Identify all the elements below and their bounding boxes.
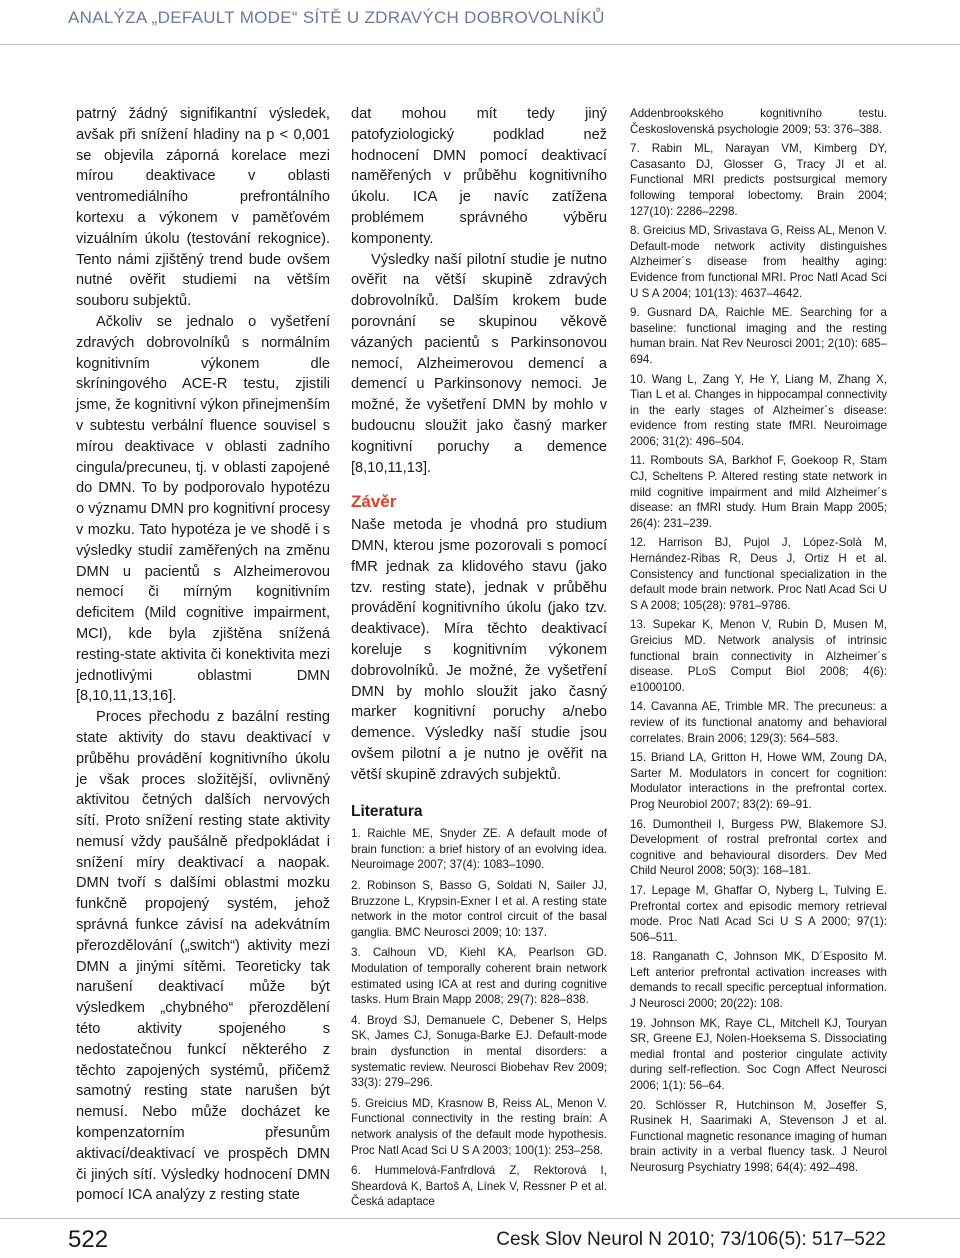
references-heading: Literatura <box>351 802 423 820</box>
paragraph: dat mohou mít tedy jiný patofyziologický podklad než hodnocení DMN pomocí deaktivací naměřených v průběhu kognitivního úkolu. ICA je navíc zatížena problémem správného výběru komponenty. <box>351 106 607 247</box>
reference-item: 6. Hummelová-Fanfrdlová Z, Rektorová I, Sheardová K, Bartoš A, Línek V, Ressner P et al. Česká adaptace <box>351 1164 607 1209</box>
paragraph: Proces přechodu z bazální resting state aktivity do stavu deaktivací v průběhu provádění kognitivního úkolu je však proces složitější, ovlivněný aktivitou četných dalších nervových sítí. Proto snížení resting state aktivity nemusí vždy paušálně předpokládat i snížení míry deaktivací a naopak. DMN tvoří s dalšími oblastmi mozku funkčně propojený systém, jehož správná funkce závisí na adekvátním přerozdělování („switch“) aktivity mezi DMN a jinými sítěmi. Teoreticky tak narušení deaktivací může být výsledkem „chybného“ přerozdělení této aktivity spojeného s nedostatečnou funkcí některého z těchto zapojených systémů, přičemž samotný resting state narušen být nemusí. Nebo může docházet ke kompenzatorním přesunům aktivací/deaktivací ve prospěch DMN či jiných sítí. Výsledky hodnocení DMN pomocí ICA analýzy z resting state <box>76 709 330 1204</box>
reference-item: 9. Gusnard DA, Raichle ME. Searching for a baseline: functional imaging and the resting human brain. Nat Rev Neurosci 2001; 2(10): 685–694. <box>630 306 887 366</box>
conclusion-heading: Závěr <box>351 492 397 512</box>
reference-item: 11. Rombouts SA, Barkhof F, Goekoop R, Stam CJ, Scheltens P. Altered resting state network in mild cognitive impairment and mild Alzheimer´s disease: an fMRI study. Hum Brain Mapp 2005; 26(4): 231–239. <box>630 454 887 530</box>
reference-item: 17. Lepage M, Ghaffar O, Nyberg L, Tulving E. Prefrontal cortex and episodic memory retrieval mode. Proc Natl Acad Sci U S A 2000; 97(1): 506–511. <box>630 883 887 944</box>
reference-item: 5. Greicius MD, Krasnow B, Reiss AL, Menon V. Functional connectivity in the resting brain: A network analysis of the default mode hypothesis. Proc Natl Acad Sci U S A 2003; 100(1): 253–258. <box>351 1096 607 1157</box>
reference-item: 10. Wang L, Zang Y, He Y, Liang M, Zhang X, Tian L et al. Changes in hippocampal connectivity in the early stages of Alzheimer´s disease: evidence from resting state fMRI. Neuroimage 2006; 31(2): 496–504. <box>630 372 887 448</box>
reference-item: 14. Cavanna AE, Trimble MR. The precuneus: a review of its functional anatomy and behavioral correlates. Brain 2006; 129(3): 564–583. <box>630 700 887 745</box>
reference-item: 16. Dumontheil I, Burgess PW, Blakemore SJ. Development of rostral prefrontal cortex and cognitive and behavioural disorders. Dev Med Child Neurol 2008; 50(3): 168–181. <box>630 817 887 878</box>
reference-continuation: Addenbrookského kognitivního testu. Československá psychologie 2009; 53: 376–388. <box>630 107 887 136</box>
reference-item: 1. Raichle ME, Snyder ZE. A default mode of brain function: a brief history of an evolving idea. Neuroimage 2007; 37(4): 1083–1090. <box>351 827 607 872</box>
reference-item: 3. Calhoun VD, Kiehl KA, Pearlson GD. Modulation of temporally coherent brain network estimated using ICA at rest and during cognitive tasks. Hum Brain Mapp 2008; 29(7): 828–838. <box>351 946 607 1007</box>
reference-item: 2. Robinson S, Basso G, Soldati N, Sailer JJ, Bruzzone L, Krypsin-Exner I et al. A resting state network in the motor control circuit of the basal ganglia. BMC Neurosci 2009; 10: 137. <box>351 879 607 939</box>
reference-item: 15. Briand LA, Gritton H, Howe WM, Zoung DA, Sarter M. Modulators in concert for cognition: Modulator interactions in the prefrontal cortex. Prog Neurobiol 2007; 83(2): 69–91. <box>630 751 887 811</box>
text-column-2 <box>351 104 607 1215</box>
reference-item: 13. Supekar K, Menon V, Rubin D, Musen M, Greicius MD. Network analysis of intrinsic functional brain connectivity in Alzheimer´s disease. PLoS Comput Biol 2008; 4(6): e1000100. <box>630 618 887 694</box>
text-column-1 <box>76 104 330 1206</box>
paragraph: patrný žádný signifikantní výsledek, avšak při snížení hladiny na p < 0,001 se objevila záporná korelace mezi mírou deaktivace v oblasti ventromediálního prefrontálního kortexu a výkonem v paměťovém vizuálním úkolu (testování rekognice). Tento námi zjištěný trend bude ovšem nutné ověřit studiemi na větším souboru subjektů. <box>76 106 330 310</box>
journal-citation: Cesk Slov Neurol N 2010; 73/106(5): 517–522 <box>496 1229 886 1250</box>
reference-item: 8. Greicius MD, Srivastava G, Reiss AL, Menon V. Default-mode network activity distinguishes Alzheimer´s disease from healthy aging: Evidence from functional MRI. Proc Natl Acad Sci U S A 2004; 101(13): 4637–4642. <box>630 224 887 300</box>
reference-item: 19. Johnson MK, Raye CL, Mitchell KJ, Touryan SR, Greene EJ, Nolen-Hoeksema S. Dissociating medial frontal and posterior cingulate activity during self-reflection. Soc Cogn Affect Neurosci 2006; 1(1): 56–64. <box>630 1016 887 1093</box>
running-head-title: ANALÝZA „DEFAULT MODE“ SÍTĚ U ZDRAVÝCH DOBROVOLNÍKŮ <box>68 8 605 27</box>
conclusion-paragraph: Naše metoda je vhodná pro studium DMN, kterou jsme pozorovali s pomocí fMR jednak za klidového stavu (jako tzv. resting state), jednak v průběhu provádění kognitivního úkolu (jako tzv. deaktivace). Míra těchto deaktivací koreluje s kognitivním výkonem dobrovolníků. Je možné, že vyšetření DMN by mohlo sloužit jako časný marker kognitivní poruchy a/nebo demence. Výsledky naší studie jsou ovšem pilotní a je nutno je ověřit na větší skupině zdravých subjektů. <box>351 517 607 783</box>
paragraph: Ačkoliv se jednalo o vyšetření zdravých dobrovolníků s normálním kognitivním výkonem dle skríningového ACE-R testu, zjistili jsme, že kognitivní výkon přinejmenším v subtestu verbální fluence souvisel s mírou deaktivace v oblasti zadního cingula/precuneu, tj. v oblasti zapojené do DMN. To by podporovalo hypotézu o významu DMN pro kognitivní procesy v mozku. Tato hypotéza je ve shodě i s výsledky studií zaměřených na změnu DMN u pacientů s Alzheimerovou nemocí či mírným kognitivním deficitem (Mild cognitive impairment, MCI), kde byla zjištěna snížená resting-state aktivita či konektivita mezi jednotlivými oblastmi DMN [8,10,11,13,16]. <box>76 313 330 705</box>
reference-item: 4. Broyd SJ, Demanuele C, Debener S, Helps SK, James CJ, Sonuga-Barke EJ. Default-mode brain dysfunction in mental disorders: a systematic review. Neurosci Biobehav Rev 2009; 33(3): 279–296. <box>351 1013 607 1090</box>
reference-item: 7. Rabin ML, Narayan VM, Kimberg DY, Casasanto DJ, Glosser G, Tracy JI et al. Functional MRI predicts postsurgical memory following temporal lobectomy. Brain 2004; 127(10): 2286–2298. <box>630 142 887 218</box>
reference-column-3 <box>630 106 887 1180</box>
footer-divider <box>0 1218 960 1219</box>
reference-list <box>351 826 607 1210</box>
header-divider <box>0 44 960 45</box>
paragraph: Výsledky naší pilotní studie je nutno ověřit na větší skupině zdravých dobrovolníků. Dalším krokem bude porovnání se skupinou věkově vázaných pacientů s Parkinsonovou nemocí, Alzheimerovou demencí a demencí u Parkinsonovy nemoci. Je možné, že vyšetření DMN by mohlo v budoucnu sloužit jako časný marker kognitivní poruchy a demence [8,10,11,13]. <box>351 251 607 476</box>
reference-item: 12. Harrison BJ, Pujol J, López-Solà M, Hernández-Ribas R, Deus J, Ortiz H et al. Consistency and functional specialization in the default mode brain network. Proc Natl Acad Sci U S A 2008; 105(28): 9781–9786. <box>630 536 887 612</box>
page-number: 522 <box>68 1226 109 1253</box>
reference-item: 20. Schlösser R, Hutchinson M, Joseffer S, Rusinek H, Saarimaki A, Stevenson J et al. Functional magnetic resonance imaging of human brain activity in a verbal fluency task. J Neurol Neurosurg Psychiatry 1998; 64(4): 492–498. <box>630 1098 887 1174</box>
reference-item: 18. Ranganath C, Johnson MK, D´Esposito M. Left anterior prefrontal activation increases with demands to recall specific perceptual information. J Neurosci 2000; 20(22): 108. <box>630 950 887 1011</box>
